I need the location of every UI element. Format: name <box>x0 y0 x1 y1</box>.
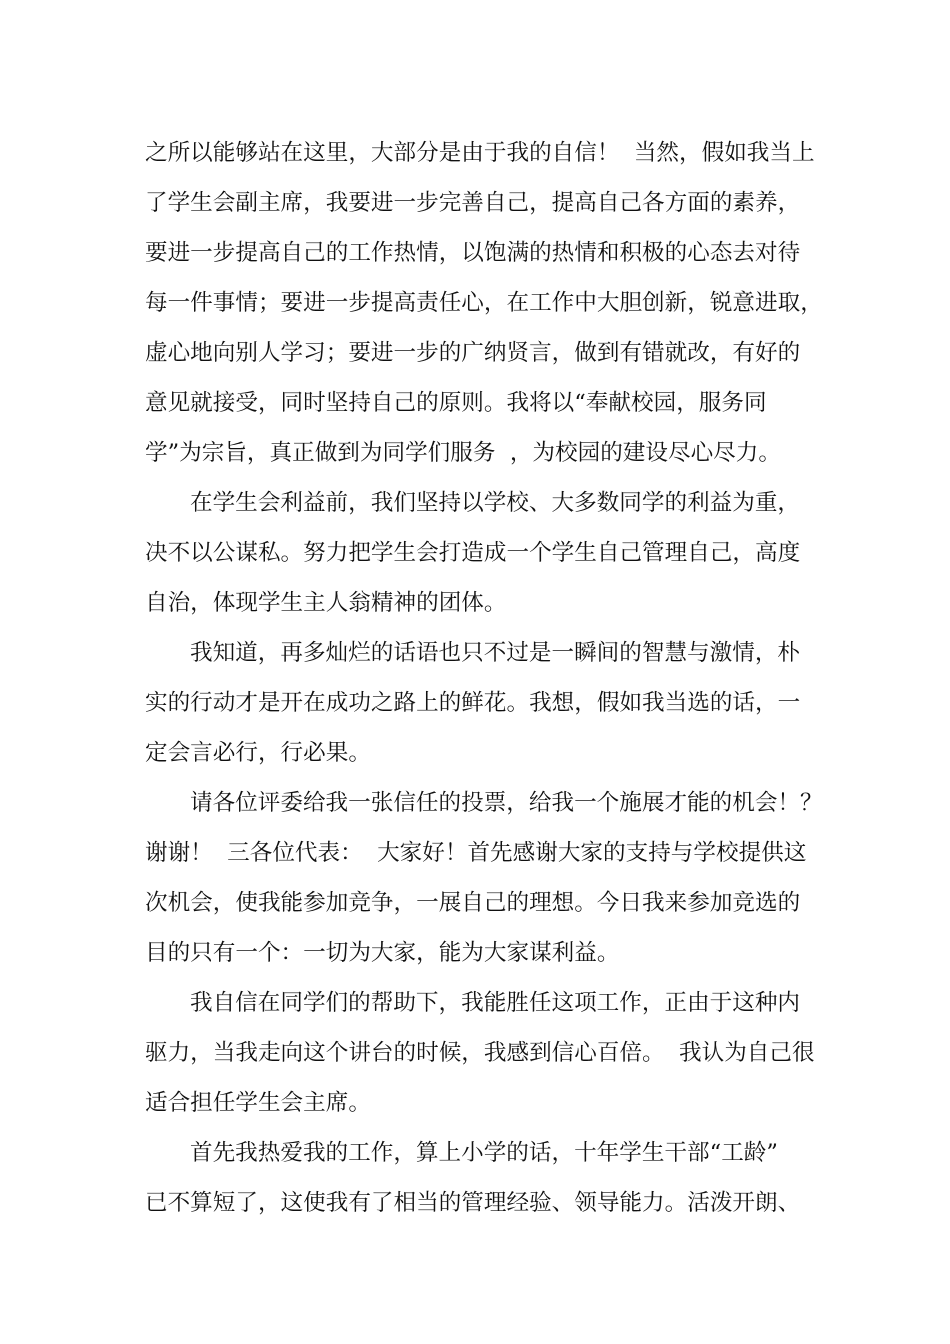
text-line: 学”为宗旨，真正做到为同学们服务 ，为校园的建设尽心尽力。 <box>145 440 781 466</box>
paragraph <box>145 478 825 628</box>
paragraph <box>145 128 825 478</box>
text-line: 要进一步提高自己的工作热情，以饱满的热情和积极的心态去对待 <box>145 240 801 266</box>
paragraph <box>145 778 825 978</box>
text-line: 了学生会副主席，我要进一步完善自己，提高自己各方面的素养， <box>145 190 801 216</box>
text-line: 适合担任学生会主席。 <box>145 1090 371 1116</box>
text-line: 之所以能够站在这里，大部分是由于我的自信！ 当然，假如我当上 <box>145 140 815 166</box>
text-line: 首先我热爱我的工作，算上小学的话，十年学生干部“工龄” <box>190 1140 778 1166</box>
paragraph <box>145 978 825 1128</box>
text-line: 谢谢！ 三各位代表： 大家好！首先感谢大家的支持与学校提供这 <box>145 840 807 866</box>
text-line: 决不以公谋私。努力把学生会打造成一个学生自己管理自己，高度 <box>145 540 801 566</box>
text-line: 每一件事情；要进一步提高责任心，在工作中大胆创新，锐意进取， <box>145 290 823 316</box>
text-line: 已不算短了，这使我有了相当的管理经验、领导能力。活泼开朗、 <box>145 1190 801 1216</box>
text-line: 次机会，使我能参加竞争，一展自己的理想。今日我来参加竞选的 <box>145 890 801 916</box>
paragraph <box>145 1128 825 1228</box>
text-line: 我知道，再多灿烂的话语也只不过是一瞬间的智慧与激情，朴 <box>190 640 801 666</box>
text-line: 驱力，当我走向这个讲台的时候，我感到信心百倍。 我认为自己很 <box>145 1040 815 1066</box>
text-line: 请各位评委给我一张信任的投票，给我一个施展才能的机会！？ <box>190 790 823 816</box>
text-line: 在学生会利益前，我们坚持以学校、大多数同学的利益为重， <box>190 490 801 516</box>
text-line: 目的只有一个：一切为大家，能为大家谋利益。 <box>145 940 620 966</box>
document-body <box>145 128 825 1228</box>
text-line: 定会言必行，行必果。 <box>145 740 371 766</box>
text-line: 实的行动才是开在成功之路上的鲜花。我想，假如我当选的话，一 <box>145 690 801 716</box>
text-line: 我自信在同学们的帮助下，我能胜任这项工作，正由于这种内 <box>190 990 801 1016</box>
text-line: 虚心地向别人学习；要进一步的广纳贤言，做到有错就改，有好的 <box>145 340 801 366</box>
paragraph <box>145 628 825 778</box>
text-line: 意见就接受，同时坚持自己的原则。我将以“奉献校园，服务同 <box>145 390 767 416</box>
text-line: 自治，体现学生主人翁精神的团体。 <box>145 590 507 616</box>
